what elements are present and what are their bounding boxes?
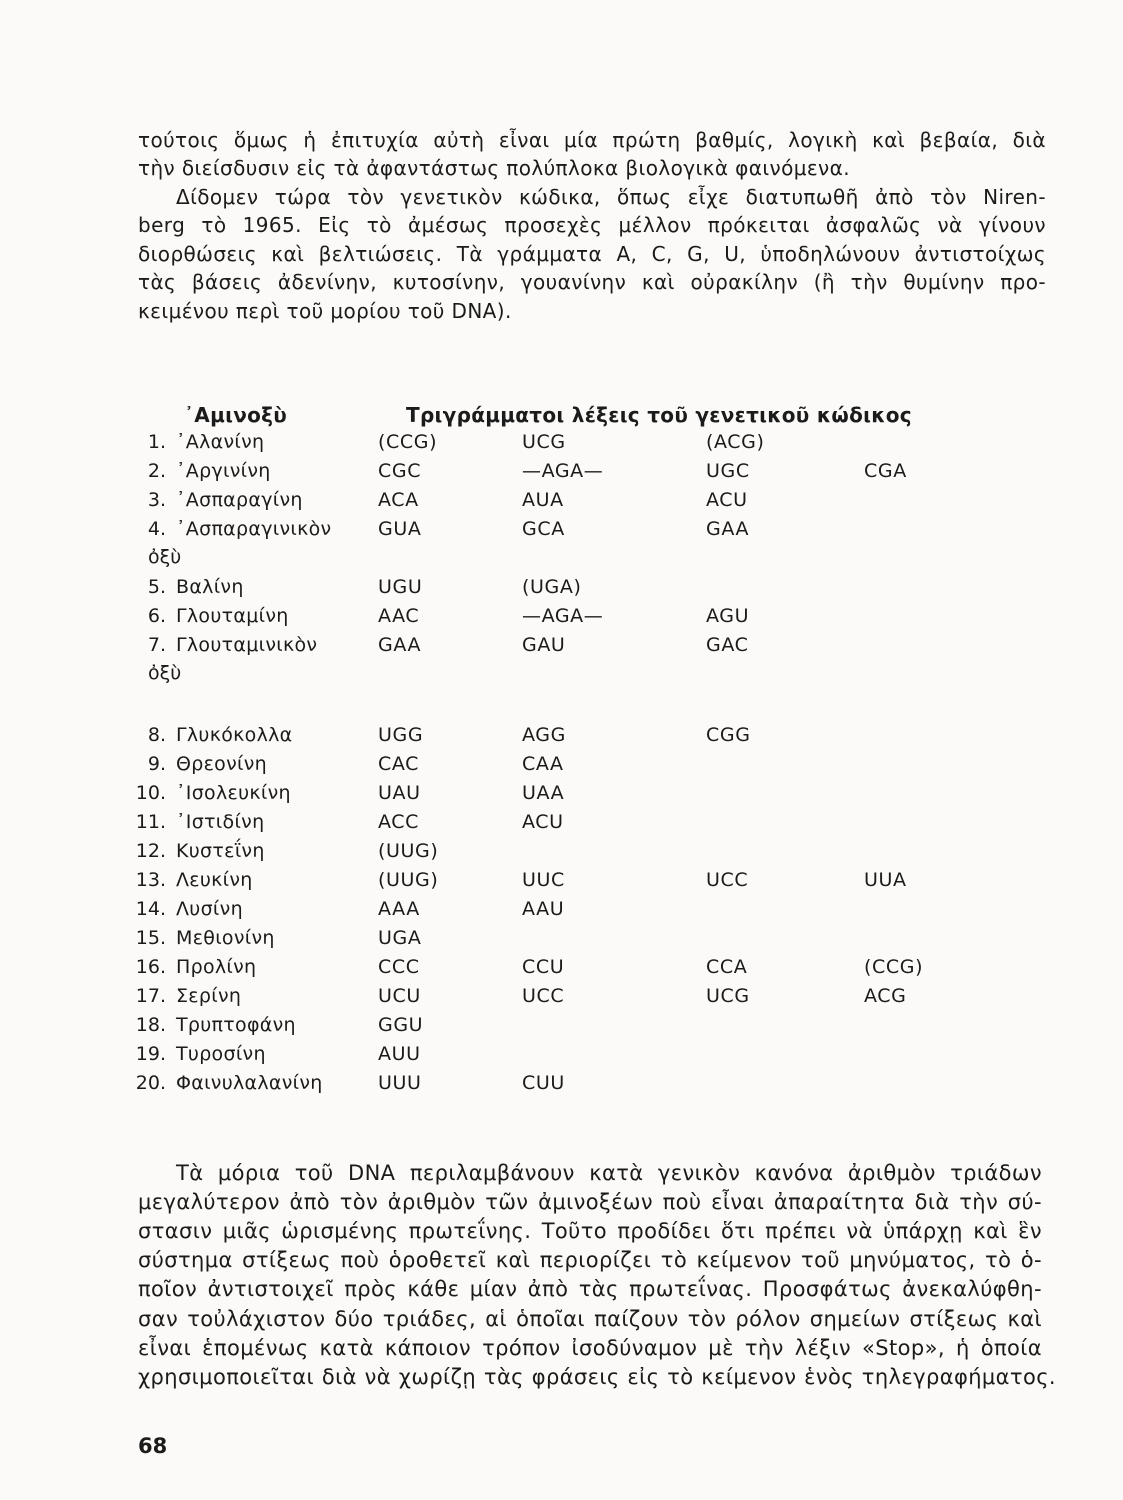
row-number: 2.: [147, 460, 166, 482]
table-row: [0, 953, 1123, 982]
amino-acid-name: ᾿Ασπαραγινικὸν: [176, 518, 332, 540]
amino-acid-name: Λυσίνη: [176, 898, 243, 920]
row-number: 17.: [135, 985, 166, 1007]
codon: CCA: [706, 956, 748, 978]
codon: UCC: [522, 985, 565, 1007]
outro-line-5: ποῖον ἀντιστοιχεῖ πρὸς κάθε μίαν ἀπὸ τὰς πρωτεΐνας. Προσφάτως ἀνεκαλύφθη-: [138, 1277, 1042, 1301]
amino-acid-name-continued: ὀξὺ: [148, 546, 182, 568]
outro-line-4: σύστημα στίξεως ποὺ ὁροθετεῖ καὶ περιορίζει τὸ κείμενον τοῦ μηνύματος, τὸ ὁ-: [138, 1248, 1042, 1272]
outro-line-1: Τὰ μόρια τοῦ DNA περιλαμβάνουν κατὰ γενικὸν κανόνα ἀριθμὸν τριάδων: [176, 1161, 1042, 1185]
amino-acid-name: ᾿Ισολευκίνη: [176, 782, 291, 804]
row-number: 8.: [147, 724, 166, 746]
codon: (UUG): [378, 840, 439, 862]
codon: (CCG): [378, 431, 438, 453]
codon: UAU: [378, 782, 421, 804]
amino-acid-name: ᾿Ασπαραγίνη: [176, 489, 303, 511]
table-row: [0, 721, 1123, 750]
codon: AUU: [378, 1043, 421, 1065]
codon: —AGA—: [522, 460, 604, 482]
table-header-amino: ᾿Αμινοξὺ: [184, 403, 288, 427]
codon: UGG: [378, 724, 424, 746]
row-number: 5.: [147, 576, 166, 598]
codon: CAC: [378, 753, 419, 775]
outro-line-7: εἶναι ἑπομένως κατὰ κάποιον τρόπον ἰσοδύναμον μὲ τὴν λέξιν «Stop», ἡ ὁποία: [138, 1336, 1042, 1360]
table-row: [0, 924, 1123, 953]
row-number: 10.: [135, 782, 166, 804]
amino-acid-name: Λευκίνη: [176, 869, 253, 891]
codon: (ACG): [706, 431, 765, 453]
codon: UGC: [706, 460, 750, 482]
amino-acid-name: Θρεονίνη: [176, 753, 268, 775]
row-number: 19.: [135, 1043, 166, 1065]
codon: AAC: [378, 605, 420, 627]
codon: CGC: [378, 460, 422, 482]
table-row: [0, 486, 1123, 515]
codon: GCA: [522, 518, 565, 540]
codon: (CCG): [864, 956, 924, 978]
codon: UCC: [706, 869, 749, 891]
codon: UUA: [864, 869, 907, 891]
row-number: 13.: [135, 869, 166, 891]
table-row: [0, 808, 1123, 837]
table-row: [0, 895, 1123, 924]
codon: UCG: [706, 985, 750, 1007]
amino-acid-name: Τρυπτοφάνη: [176, 1014, 296, 1036]
row-number: 12.: [135, 840, 166, 862]
codon: ACG: [864, 985, 907, 1007]
amino-acid-name: Φαινυλαλανίνη: [176, 1072, 323, 1094]
codon: AGU: [706, 605, 750, 627]
codon: GUA: [378, 518, 422, 540]
row-number: 9.: [147, 753, 166, 775]
amino-acid-name: Σερίνη: [176, 985, 242, 1007]
intro-line-4: berg τὸ 1965. Εἰς τὸ ἀμέσως προσεχὲς μέλλον πρόκειται ἀσφαλῶς νὰ γίνουν: [138, 213, 1046, 237]
row-number: 18.: [135, 1014, 166, 1036]
amino-acid-name: Γλυκόκολλα: [176, 724, 293, 746]
table-row: [0, 602, 1123, 631]
row-number: 6.: [147, 605, 166, 627]
row-number: 14.: [135, 898, 166, 920]
codon: GGU: [378, 1014, 424, 1036]
amino-acid-name: Γλουταμίνη: [176, 605, 289, 627]
codon: CCC: [378, 956, 420, 978]
row-number: 16.: [135, 956, 166, 978]
amino-acid-name: Γλουταμινικὸν: [176, 634, 318, 656]
intro-line-3: Δίδομεν τώρα τὸν γενετικὸν κώδικα, ὅπως εἶχε διατυπωθῆ ἀπὸ τὸν Niren-: [176, 185, 1046, 209]
codon: AGG: [522, 724, 566, 746]
amino-acid-name: Προλίνη: [176, 956, 257, 978]
codon: AAU: [522, 898, 565, 920]
amino-acid-name: Τυροσίνη: [176, 1043, 266, 1065]
outro-line-2: μεγαλύτερον ἀπὸ τὸν ἀριθμὸν τῶν ἀμινοξέων ποὺ εἶναι ἀπαραίτητα διὰ τὴν σύ-: [138, 1190, 1042, 1214]
codon: ACA: [378, 489, 419, 511]
row-number: 1.: [147, 431, 166, 453]
outro-line-3: στασιν μιᾶς ὡρισμένης πρωτεΐνης. Τοῦτο προδίδει ὅτι πρέπει νὰ ὑπάρχῃ καὶ ἓν: [138, 1219, 1042, 1243]
table-row: [0, 428, 1123, 457]
table-row: [0, 1011, 1123, 1040]
codon: AAA: [378, 898, 420, 920]
row-number: 7.: [147, 634, 166, 656]
codon: CGA: [864, 460, 907, 482]
codon: UCU: [378, 985, 421, 1007]
row-number: 3.: [147, 489, 166, 511]
amino-acid-name: ᾿Αλανίνη: [176, 431, 265, 453]
codon: ACU: [522, 811, 564, 833]
table-row: [0, 573, 1123, 602]
row-number: 4.: [147, 518, 166, 540]
row-number: 15.: [135, 927, 166, 949]
intro-line-1: τούτοις ὅμως ἡ ἐπιτυχία αὐτὴ εἶναι μία πρώτη βαθμίς, λογικὴ καὶ βεβαία, διὰ: [138, 128, 1046, 152]
codon: AUA: [522, 489, 564, 511]
codon: GAA: [706, 518, 750, 540]
table-row: [0, 837, 1123, 866]
outro-line-6: σαν τοὐλάχιστον δύο τριάδες, αἱ ὁποῖαι παίζουν τὸν ρόλον σημείων στίξεως καὶ: [138, 1307, 1042, 1331]
intro-line-5: διορθώσεις καὶ βελτιώσεις. Τὰ γράμματα A, C, G, U, ὑποδηλώνουν ἀντιστοίχως: [138, 242, 1046, 266]
page-number: 68: [138, 1434, 168, 1458]
row-number: 11.: [135, 811, 166, 833]
codon: UGA: [378, 927, 422, 949]
codon: (UGA): [522, 576, 582, 598]
codon: CUU: [522, 1072, 565, 1094]
amino-acid-name: ᾿Ιστιδίνη: [176, 811, 265, 833]
codon: UAA: [522, 782, 565, 804]
table-row: [0, 515, 1123, 572]
codon: GAC: [706, 634, 749, 656]
table-row: [0, 1069, 1123, 1098]
table-row: [0, 750, 1123, 779]
codon: GAU: [522, 634, 566, 656]
table-row: [0, 1040, 1123, 1069]
codon: (UUG): [378, 869, 439, 891]
outro-line-8: χρησιμοποιεῖται διὰ νὰ χωρίζῃ τὰς φράσεις εἰς τὸ κείμενον ἑνὸς τηλεγραφήματος.: [138, 1365, 1056, 1389]
codon: UUU: [378, 1072, 422, 1094]
table-header-codons: Τριγράμματοι λέξεις τοῦ γενετικοῦ κώδικος: [406, 403, 912, 427]
amino-acid-name-continued: ὀξὺ: [148, 662, 182, 684]
table-row: [0, 457, 1123, 486]
codon: ACU: [706, 489, 748, 511]
amino-acid-name: Μεθιονίνη: [176, 927, 275, 949]
codon: UCG: [522, 431, 566, 453]
intro-line-6: τὰς βάσεις ἀδενίνην, κυτοσίνην, γουανίνην καὶ οὐρακίλην (ἢ τὴν θυμίνην προ-: [138, 270, 1046, 294]
codon: UUC: [522, 869, 565, 891]
table-row: [0, 982, 1123, 1011]
row-number: 20.: [135, 1072, 166, 1094]
table-row: [0, 779, 1123, 808]
codon: CAA: [522, 753, 564, 775]
codon: UGU: [378, 576, 423, 598]
codon: ACC: [378, 811, 419, 833]
amino-acid-name: ᾿Αργινίνη: [176, 460, 271, 482]
codon: —AGA—: [522, 605, 604, 627]
table-row: [0, 866, 1123, 895]
codon: CCU: [522, 956, 565, 978]
codon: CGG: [706, 724, 751, 746]
intro-line-2: τὴν διείσδυσιν εἰς τὰ ἀφαντάστως πολύπλοκα βιολογικὰ φαινόμενα.: [138, 156, 850, 180]
codon: GAA: [378, 634, 422, 656]
amino-acid-name: Βαλίνη: [176, 576, 244, 598]
intro-line-7: κειμένου περὶ τοῦ μορίου τοῦ DNA).: [138, 299, 512, 323]
table-row: [0, 631, 1123, 688]
amino-acid-name: Κυστεΐνη: [176, 840, 265, 862]
